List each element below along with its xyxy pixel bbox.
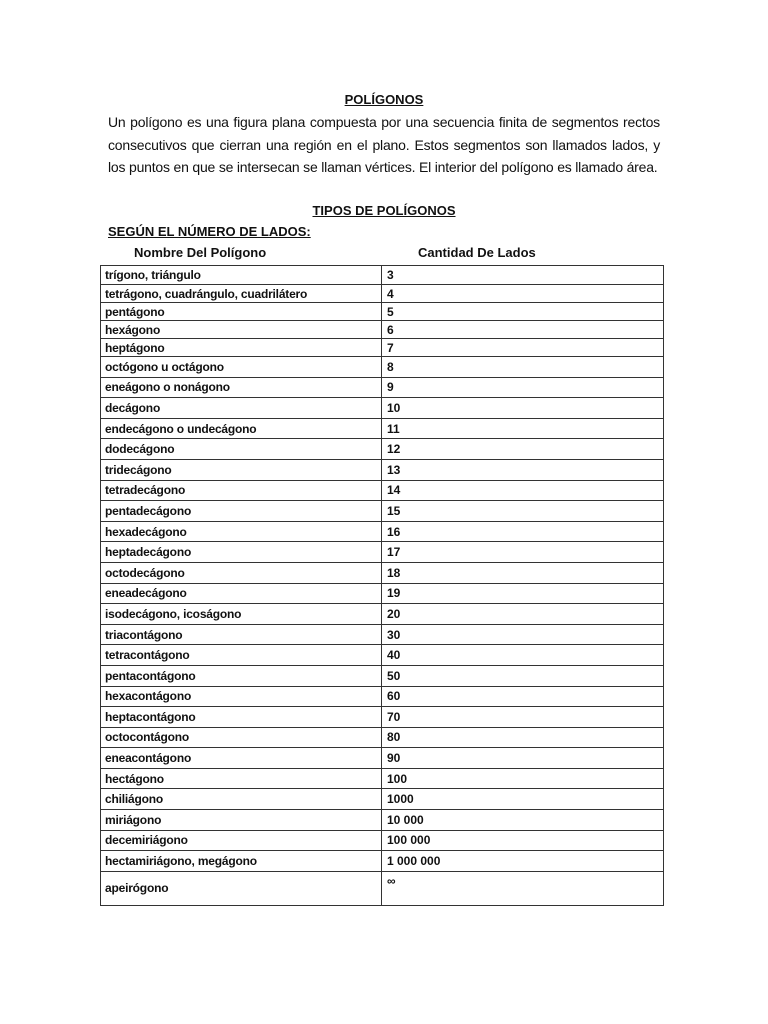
table-row (101, 809, 663, 830)
side-count-cell: 6 (387, 322, 394, 337)
side-count-cell: 17 (387, 545, 401, 560)
side-count-cell: 4 (387, 286, 394, 301)
table-row (101, 788, 663, 809)
table-row (101, 727, 663, 748)
polygon-name-cell: eneacontágono (101, 748, 382, 768)
polygon-name-cell: hexadecágono (101, 522, 382, 542)
side-count-cell: 19 (387, 586, 401, 601)
side-count-cell: 50 (387, 668, 401, 683)
side-count-cell: 9 (387, 380, 394, 395)
table-row (101, 644, 663, 665)
side-count-cell: 3 (387, 268, 394, 282)
table-row (101, 521, 663, 542)
side-count-cell: 70 (387, 709, 401, 724)
table-row (101, 338, 663, 356)
table-row (101, 850, 663, 871)
column-header-sides: Cantidad De Lados (418, 245, 536, 260)
table-row (101, 480, 663, 501)
side-count-cell: 11 (387, 421, 400, 436)
table-row (101, 500, 663, 521)
column-header-name: Nombre Del Polígono (134, 245, 267, 260)
section-title: TIPOS DE POLÍGONOS (312, 203, 456, 218)
polygon-name-cell: chiliágono (101, 789, 382, 809)
side-count-cell: 8 (387, 359, 394, 374)
side-count-cell: 90 (387, 751, 401, 766)
table-row (101, 284, 663, 302)
polygon-name-cell: miriágono (101, 810, 382, 830)
table-row (101, 320, 663, 338)
side-count-cell: 7 (387, 340, 394, 355)
polygon-name-cell: isodecágono, icoságono (101, 604, 382, 624)
polygon-name-cell: octógono u octágono (101, 357, 382, 377)
side-count-cell: 30 (387, 627, 401, 642)
polygon-name-cell: trígono, triángulo (101, 266, 382, 284)
side-count-cell: 15 (387, 503, 401, 518)
side-count-cell: 40 (387, 648, 401, 663)
table-row (101, 377, 663, 398)
table-row (101, 356, 663, 377)
table-row (101, 397, 663, 418)
table-row (101, 438, 663, 459)
polygon-name-cell: tridecágono (101, 460, 382, 480)
polygon-name-cell: heptadecágono (101, 542, 382, 562)
polygon-name-cell: pentadecágono (101, 501, 382, 521)
table-row (101, 830, 663, 851)
polygon-name-cell: octocontágono (101, 728, 382, 748)
polygon-table (100, 265, 664, 906)
side-count-cell: 5 (387, 304, 394, 319)
intro-paragraph: Un polígono es una figura plana compuesta por una secuencia finita de segmentos rectos consecutivos que cierran una región en el plano. Estos segmentos son llamados lados, y los puntos en que se intersecan se llaman vértices. El interior del polígono es llamado área. (108, 114, 660, 175)
side-count-cell: 80 (387, 730, 401, 745)
side-count-cell: 100 000 (387, 833, 431, 848)
polygon-name-cell: triacontágono (101, 625, 382, 645)
table-row (101, 266, 663, 284)
table-row (101, 624, 663, 645)
polygon-name-cell: tetradecágono (101, 481, 382, 501)
polygon-name-cell: eneadecágono (101, 584, 382, 604)
side-count-cell: 1000 (387, 792, 414, 807)
side-count-cell: 10 000 (387, 812, 424, 827)
table-row (101, 747, 663, 768)
side-count-cell: 10 (387, 400, 401, 415)
polygon-name-cell: hexacontágono (101, 687, 382, 707)
polygon-name-cell: endecágono o undecágono (101, 419, 382, 439)
polygon-name-cell: apeirógono (101, 872, 382, 905)
table-row (101, 603, 663, 624)
polygon-name-cell: pentacontágono (101, 666, 382, 686)
polygon-name-cell: decemiriágono (101, 831, 382, 851)
table-row (101, 871, 663, 905)
table-row (101, 562, 663, 583)
side-count-cell: 1 000 000 (387, 854, 441, 869)
polygon-name-cell: pentágono (101, 303, 382, 320)
table-row (101, 583, 663, 604)
polygon-name-cell: decágono (101, 398, 382, 418)
side-count-cell: ∞ (387, 873, 396, 888)
table-row (101, 541, 663, 562)
page-title: POLÍGONOS (344, 92, 424, 107)
table-row (101, 686, 663, 707)
polygon-name-cell: heptágono (101, 339, 382, 356)
table-row (101, 768, 663, 789)
polygon-name-cell: eneágono o nonágono (101, 378, 382, 398)
table-row (101, 302, 663, 320)
polygon-name-cell: tetrágono, cuadrángulo, cuadrilátero (101, 285, 382, 302)
side-count-cell: 14 (387, 483, 401, 498)
side-count-cell: 20 (387, 606, 401, 621)
polygon-name-cell: tetracontágono (101, 645, 382, 665)
polygon-name-cell: hexágono (101, 321, 382, 338)
polygon-name-cell: octodecágono (101, 563, 382, 583)
polygon-name-cell: hectágono (101, 769, 382, 789)
side-count-cell: 18 (387, 565, 401, 580)
polygon-name-cell: dodecágono (101, 439, 382, 459)
side-count-cell: 13 (387, 462, 401, 477)
side-count-cell: 16 (387, 524, 401, 539)
table-row (101, 706, 663, 727)
table-row (101, 665, 663, 686)
side-count-cell: 12 (387, 442, 401, 457)
polygon-name-cell: hectamiriágono, megágono (101, 851, 382, 871)
table-row (101, 418, 663, 439)
side-count-cell: 100 (387, 771, 408, 786)
subsection-title: SEGÚN EL NÚMERO DE LADOS: (108, 224, 311, 239)
polygon-name-cell: heptacontágono (101, 707, 382, 727)
side-count-cell: 60 (387, 689, 401, 704)
table-row (101, 459, 663, 480)
